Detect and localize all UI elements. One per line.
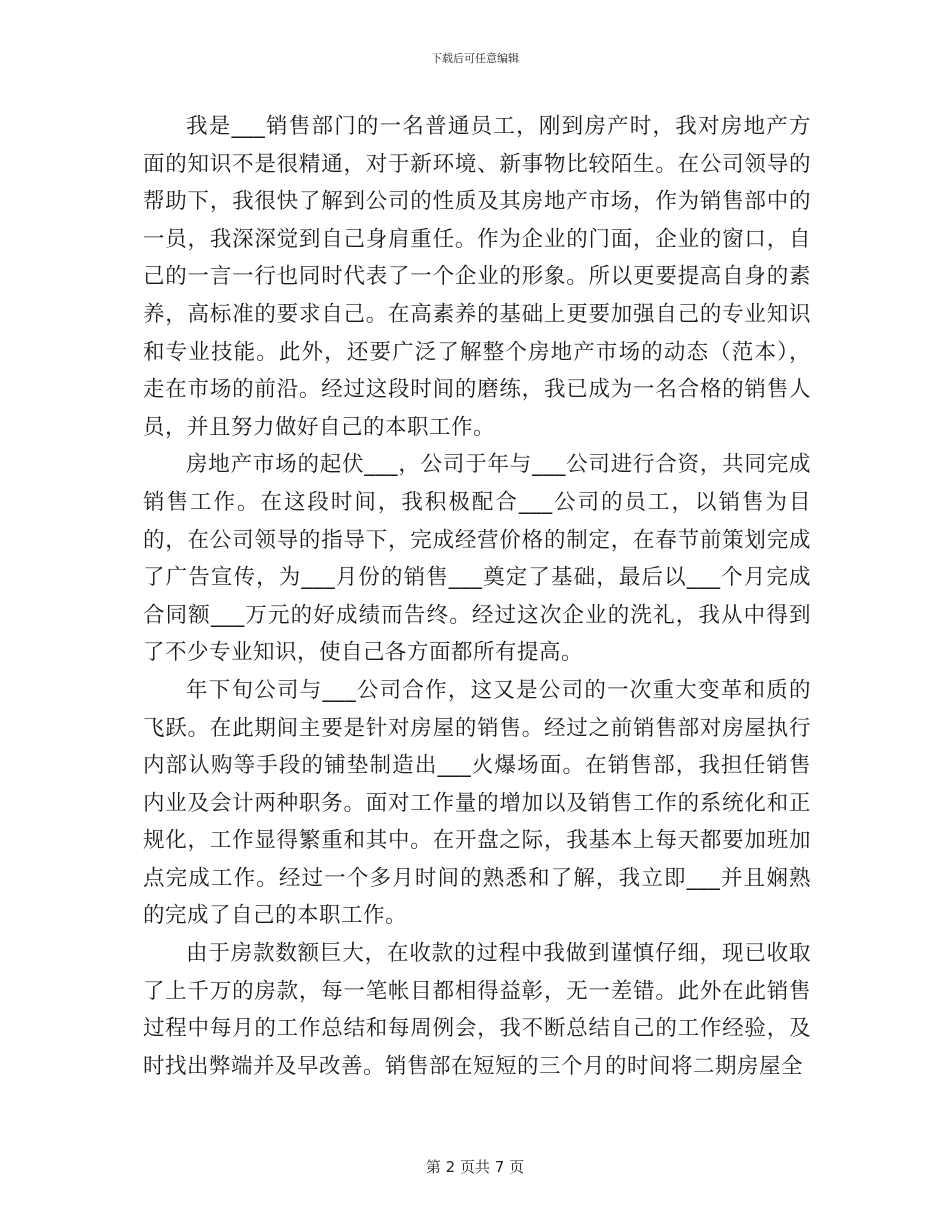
paragraph-4: 由于房款数额巨大，在收款的过程中我做到谨慎仔细，现已收取了上千万的房款，每一笔帐目都相得益彰，无一差错。此外在此销售过程中每月的工作总结和每周例会，我不断总结自己的工作经验，及时找出弊端并及早改善。销售部在短短的三个月的时间将二期房屋全	[143, 941, 811, 1079]
paragraph-3: 年下旬公司与___公司合作，这又是公司的一次重大变革和质的飞跃。在此期间主要是针对房屋的销售。经过之前销售部对房屋执行内部认购等手段的铺垫制造出___火爆场面。在销售部，我担任销售内业及会计两种职务。面对工作量的增加以及销售工作的系统化和正规化，工作显得繁重和其中。在开盘之际，我基本上每天都要加班加点完成工作。经过一个多月时间的熟悉和了解，我立即___并且娴熟的完成了自己的本职工作。	[143, 677, 811, 929]
paragraph-2: 房地产市场的起伏___，公司于年与___公司进行合资，共同完成销售工作。在这段时间，我积极配合___公司的员工，以销售为目的，在公司领导的指导下，完成经营价格的制定，在春节前策划完成了广告宣传，为___月份的销售___奠定了基础，最后以___个月完成合同额___万元的好成绩而告终。经过这次企业的洗礼，我从中得到了不少专业知识，使自己各方面都所有提高。	[143, 452, 811, 666]
paragraph-1: 我是___销售部门的一名普通员工，刚到房产时，我对房地产方面的知识不是很精通，对于新环境、新事物比较陌生。在公司领导的帮助下，我很快了解到公司的性质及其房地产市场，作为销售部中的一员，我深深觉到自己身肩重任。作为企业的门面，企业的窗口，自己的一言一行也同时代表了一个企业的形象。所以更要提高自身的素养，高标准的要求自己。在高素养的基础上更要加强自己的专业知识和专业技能。此外，还要广泛了解整个房地产市场的动态（范本），走在市场的前沿。经过这段时间的磨练，我已成为一名合格的销售人员，并且努力做好自己的本职工作。	[143, 114, 811, 440]
page-header: 下载后可任意编辑	[431, 52, 519, 65]
page-number: 第 2 页共 7 页	[425, 1158, 525, 1176]
document-body	[143, 108, 811, 1085]
